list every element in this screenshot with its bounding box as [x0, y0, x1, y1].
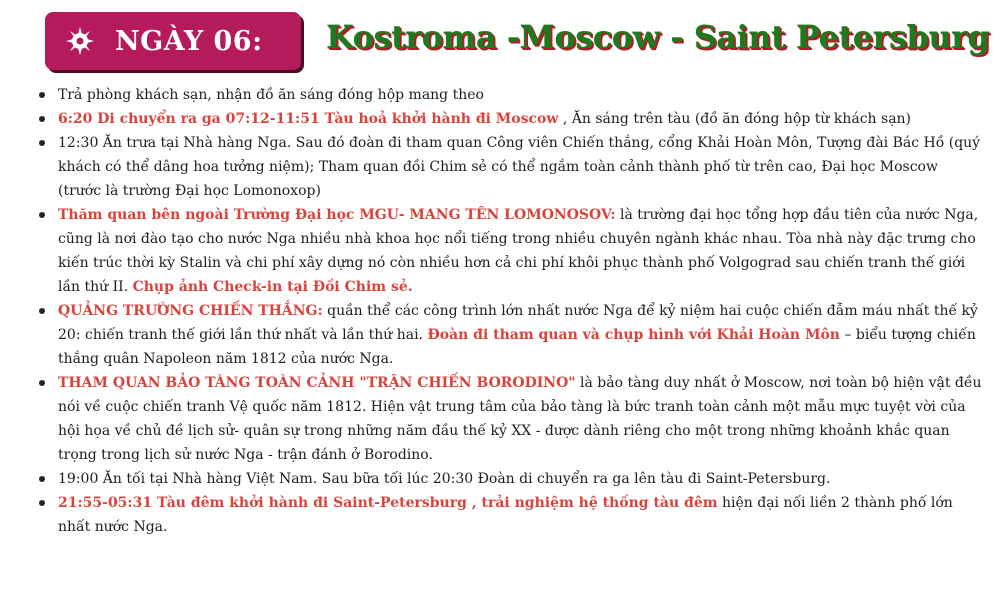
sun-burst-icon	[65, 26, 95, 56]
bullet-dot-icon	[39, 212, 45, 218]
bullet-dot-icon	[39, 476, 45, 482]
day-label: NGÀY 06:	[115, 25, 263, 57]
bullet-dot-icon	[39, 500, 45, 506]
highlighted-text: QUẢNG TRƯỜNG CHIẾN THẮNG:	[58, 303, 323, 319]
bullet-dot-icon	[39, 140, 45, 146]
itinerary-item	[37, 83, 982, 107]
highlighted-text: Đoàn đi tham quan và chụp hình với Khải Hoàn Môn	[427, 327, 840, 343]
itinerary-item	[37, 371, 982, 467]
item-text: là bảo tàng duy nhất ở Moscow, nơi toàn bộ hiện vật đều nói về cuộc chiến tranh Vệ quốc năm 1812. Hiện vật trung tâm của bảo tàng là bức tranh toàn cảnh một mẫu mực tuyệt vời của hội họa về chủ đề lịch sử- quân sự trong những năm đầu thế kỷ XX - được dành riêng cho một trong những khoảnh khắc quan trọng trong lịch sử nước Nga - trận đánh ở Borodino.	[58, 375, 982, 463]
bullet-dot-icon	[39, 308, 45, 314]
highlighted-text: Chụp ảnh Check-in tại Đồi Chim sẻ.	[132, 279, 413, 295]
day-badge	[45, 12, 301, 70]
itinerary-item	[37, 491, 982, 539]
itinerary-item	[37, 131, 982, 203]
item-text: 19:00 Ăn tối tại Nhà hàng Việt Nam. Sau bữa tối lúc 20:30 Đoàn di chuyển ra ga lên tàu đi Saint-Petersburg.	[58, 471, 831, 487]
bullet-dot-icon	[39, 380, 45, 386]
item-text: là trường đại học tổng hợp đầu tiên của nước Nga, cũng là nơi đào tạo cho nước Nga nhiều nhà khoa học nổi tiếng trong nhiều chuyên ngành khác nhau. Tòa nhà này đặc trưng cho kiến trúc thời kỳ Stalin và chi phí xây dựng nó còn nhiều hơn cả chi phí khôi phục thành phố Volgograd sau chiến tranh thế giới lần thứ II.	[58, 207, 979, 295]
day-title: Kostroma -Moscow - Saint Petersburg	[326, 18, 990, 56]
itinerary-item	[37, 299, 982, 371]
item-text: , Ăn sáng trên tàu (đồ ăn đóng hộp từ khách sạn)	[558, 111, 912, 127]
bullet-dot-icon	[39, 116, 45, 122]
highlighted-text: 6:20 Di chuyển ra ga 07:12-11:51 Tàu hoả khởi hành đi Moscow	[58, 111, 559, 127]
highlighted-text: THAM QUAN BẢO TÀNG TOÀN CẢNH "TRẬN CHIẾN BORODINO"	[58, 375, 576, 391]
itinerary-item	[37, 107, 982, 131]
bullet-dot-icon	[39, 92, 45, 98]
item-text: hiện đại nối liền 2 thành phố lớn nhất nước Nga.	[58, 495, 953, 535]
day-header	[0, 0, 1000, 80]
item-text: quần thể các công trình lớn nhất nước Nga để kỷ niệm hai cuộc chiến đẫm máu nhất thế kỷ 20: chiến tranh thế giới lần thứ nhất và lần thứ hai.	[58, 303, 978, 343]
highlighted-text: 21:55-05:31 Tàu đêm khởi hành đi Saint-Petersburg , trải nghiệm hệ thống tàu đêm	[58, 495, 718, 511]
item-text: 12:30 Ăn trưa tại Nhà hàng Nga. Sau đó đoàn đi tham quan Công viên Chiến thắng, cổng Khải Hoàn Môn, Tượng đài Bác Hồ (quý khách có thể dâng hoa tưởng niệm); Tham quan đồi Chim sẻ có thể ngắm toàn cảnh thành phố từ trên cao, Đại học Moscow (trước là trường Đại học Lomonoxop)	[58, 135, 981, 199]
highlighted-text: Thăm quan bên ngoài Trường Đại học MGU- MANG TÊN LOMONOSOV:	[58, 207, 616, 223]
itinerary-list	[37, 83, 982, 539]
itinerary-item	[37, 467, 982, 491]
item-text: – biểu tượng chiến thắng quân Napoleon năm 1812 của nước Nga.	[58, 327, 976, 367]
itinerary-item	[37, 203, 982, 299]
item-text: Trả phòng khách sạn, nhận đồ ăn sáng đóng hộp mang theo	[58, 87, 484, 103]
